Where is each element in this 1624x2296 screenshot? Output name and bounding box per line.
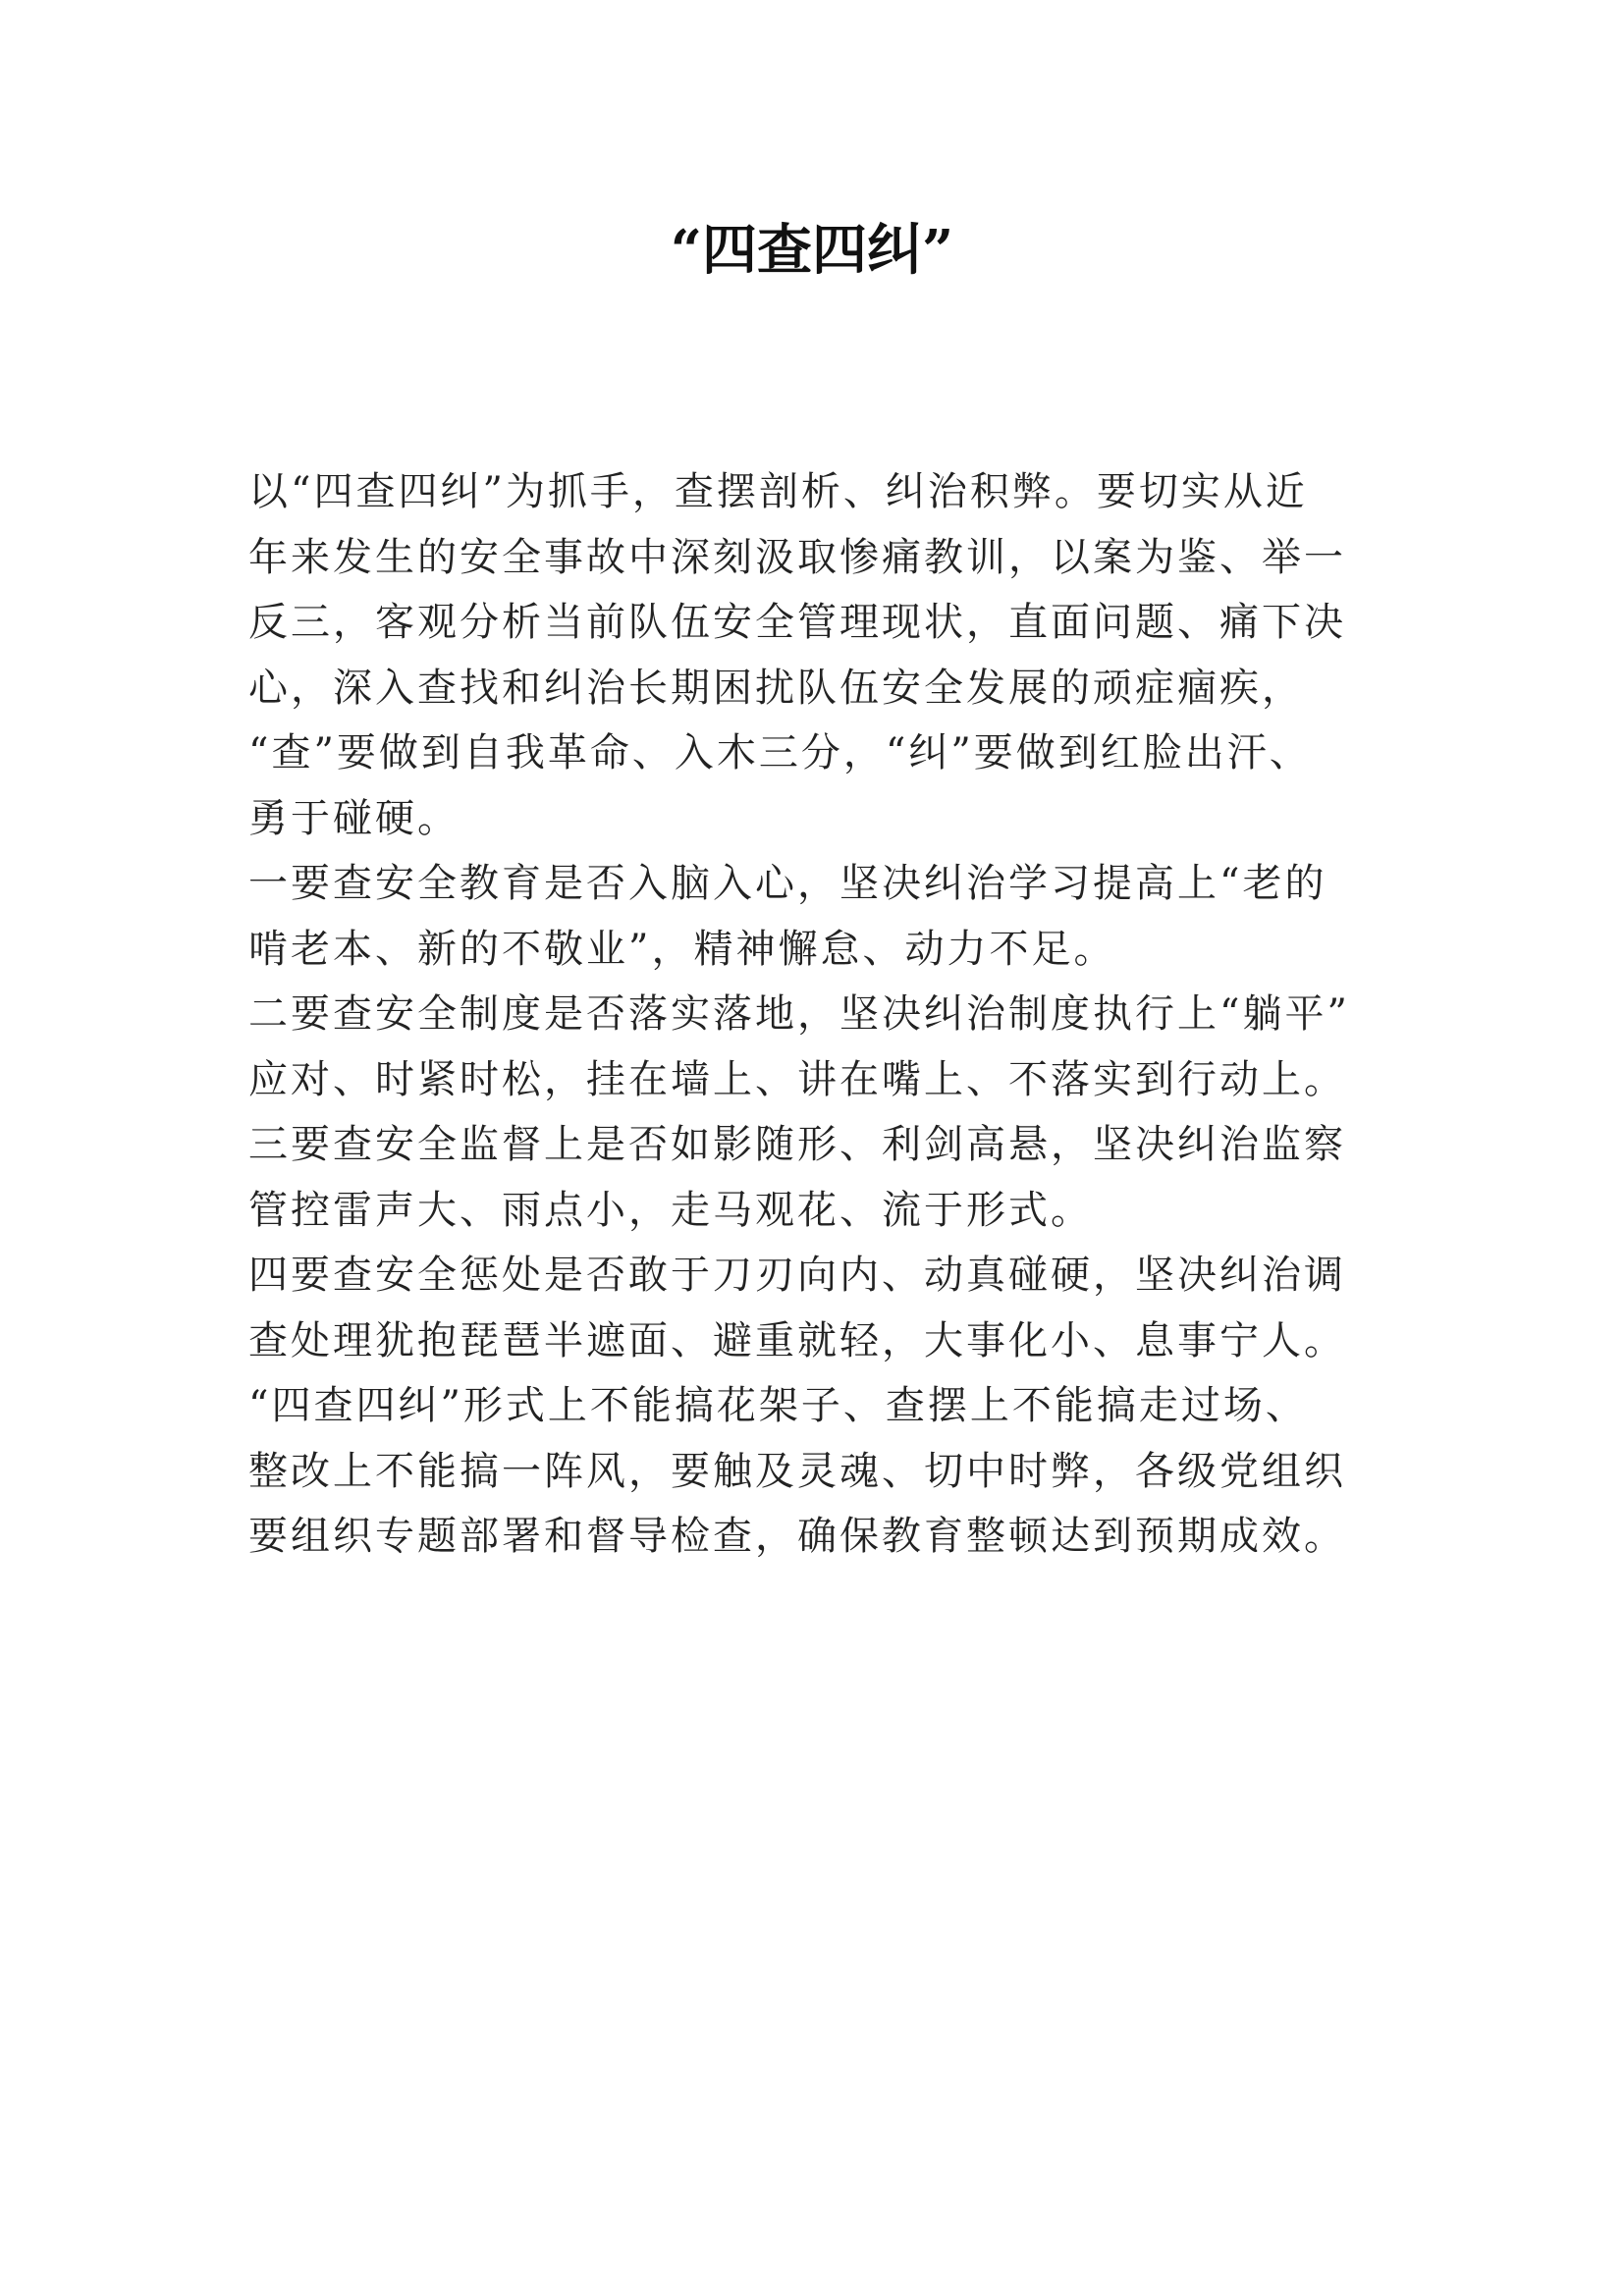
body-line: 以“四查四纠”为抓手，查摆剖析、纠治积弊。要切实从近 bbox=[248, 469, 1308, 514]
body-line: 查处理犹抱琵琶半遮面、避重就轻，大事化小、息事宁人。 bbox=[248, 1317, 1346, 1363]
body-line: 勇于碰硬。 bbox=[248, 795, 460, 841]
body-line: “四查四纠”形式上不能搞花架子、查摆上不能搞走过场、 bbox=[248, 1383, 1308, 1428]
body-line: 应对、时紧时松，挂在墙上、讲在嘴上、不落实到行动上。 bbox=[248, 1056, 1346, 1102]
body-line: 反三，客观分析当前队伍安全管理现状，直面问题、痛下决 bbox=[248, 600, 1346, 645]
body-line: 啃老本、新的不敬业”，精神懈怠、动力不足。 bbox=[248, 926, 1116, 972]
body-line: 整改上不能搞一阵风，要触及灵魂、切中时弊，各级党组织 bbox=[248, 1448, 1346, 1494]
body-line: 要组织专题部署和督导检查，确保教育整顿达到预期成效。 bbox=[248, 1514, 1346, 1559]
body-line: 一要查安全教育是否入脑入心，坚决纠治学习提高上“老的 bbox=[248, 861, 1327, 906]
body-line: “查”要做到自我革命、入木三分，“纠”要做到红脸出汗、 bbox=[248, 730, 1312, 775]
body-line: 四要查安全惩处是否敢于刀刃向内、动真碰硬，坚决纠治调 bbox=[248, 1253, 1346, 1298]
document-title: “四查四纠” bbox=[670, 218, 954, 283]
body-line: 管控雷声大、雨点小，走马观花、流于形式。 bbox=[248, 1187, 1093, 1233]
body-line: 三要查安全监督上是否如影随形、利剑高悬，坚决纠治监察 bbox=[248, 1122, 1346, 1167]
document-body bbox=[248, 459, 1387, 1570]
body-line: 年来发生的安全事故中深刻汲取惨痛教训，以案为鉴、举一 bbox=[248, 534, 1346, 580]
body-line: 二要查安全制度是否落实落地，坚决纠治制度执行上“躺平” bbox=[248, 991, 1350, 1037]
body-line: 心，深入查找和纠治长期困扰队伍安全发展的顽症痼疾， bbox=[248, 665, 1304, 711]
